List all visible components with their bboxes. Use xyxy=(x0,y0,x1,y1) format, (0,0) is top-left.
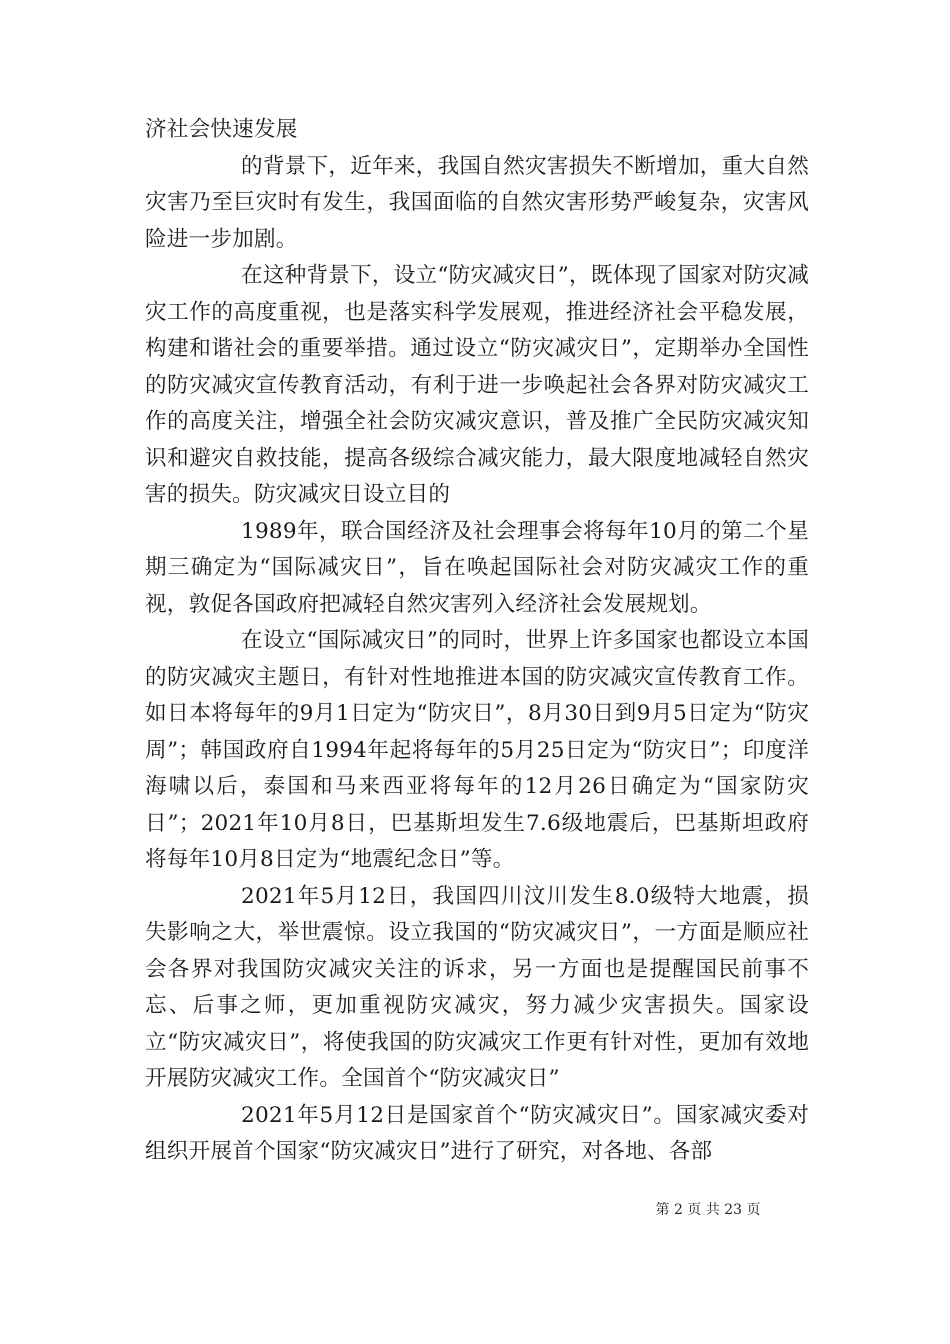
paragraph-7: 2021年5月12日是国家首个“防灾减灾日”。国家减灾委对组织开展首个国家“防灾减灾日”进行了研究，对各地、各部 xyxy=(145,1102,809,1164)
paragraph-3: 在这种背景下，设立“防灾减灾日”，既体现了国家对防灾减灾工作的高度重视，也是落实科学发展观，推进经济社会平稳发展，构建和谐社会的重要举措。通过设立“防灾减灾日”，定期举办全国性的防灾减灾宣传教育活动，有利于进一步唤起社会各界对防灾减灾工作的高度关注，增强全社会防灾减灾意识，普及推广全民防灾减灾知识和避灾自救技能，提高各级综合减灾能力，最大限度地减轻自然灾害的损失。防灾减灾日设立目的 xyxy=(145,263,809,507)
paragraph-2: 的背景下，近年来，我国自然灾害损失不断增加，重大自然灾害乃至巨灾时有发生，我国面临的自然灾害形势严峻复杂，灾害风险进一步加剧。 xyxy=(145,153,809,252)
paragraph-6: 2021年5月12日，我国四川汶川发生8.0级特大地震，损失影响之大，举世震惊。设立我国的“防灾减灾日”，一方面是顺应社会各界对我国防灾减灾关注的诉求，另一方面也是提醒国民前事不忘、后事之师，更加重视防灾减灾，努力减少灾害损失。国家设立“防灾减灾日”，将使我国的防灾减灾工作更有针对性，更加有效地开展防灾减灾工作。全国首个“防灾减灾日” xyxy=(145,883,809,1091)
page-footer xyxy=(0,1199,950,1219)
paragraph-1: 济社会快速发展 xyxy=(145,117,298,142)
page-number: 第 2 页 共 23 页 xyxy=(655,1202,761,1218)
paragraph-5: 在设立“国际减灾日”的同时，世界上许多国家也都设立本国的防灾减灾主题日，有针对性地推进本国的防灾减灾宣传教育工作。如日本将每年的9月1日定为“防灾日”，8月30日到9月5日定为“防灾周”；韩国政府自1994年起将每年的5月25日定为“防灾日”；印度洋海啸以后，泰国和马来西亚将每年的12月26日确定为“国家防灾日”；2021年10月8日，巴基斯坦发生7.6级地震后，巴基斯坦政府将每年10月8日定为“地震纪念日”等。 xyxy=(145,628,809,872)
document-body xyxy=(145,112,809,1171)
paragraph-4: 1989年，联合国经济及社会理事会将每年10月的第二个星期三确定为“国际减灾日”，旨在唤起国际社会对防灾减灾工作的重视，敦促各国政府把减轻自然灾害列入经济社会发展规划。 xyxy=(145,518,809,617)
